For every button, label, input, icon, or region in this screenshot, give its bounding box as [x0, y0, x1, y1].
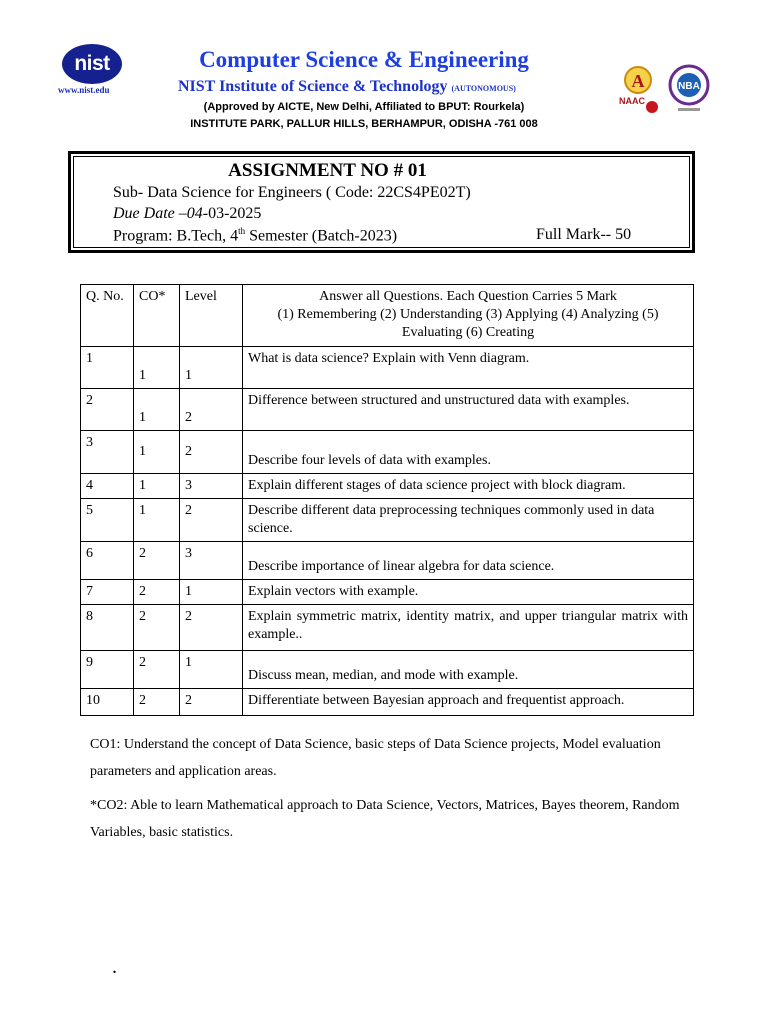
website-link[interactable]: www.nist.edu [58, 85, 110, 95]
row-co: 2 [134, 651, 180, 689]
due-label: Due Date – [113, 205, 187, 222]
row-level: 2 [180, 605, 243, 651]
table-header-row [81, 285, 694, 347]
header-co: CO* [134, 285, 180, 347]
naac-grade: A [631, 71, 645, 91]
row-question: Explain symmetric matrix, identity matrix, and upper triangular matrix with example.. [243, 605, 694, 651]
row-co: 1 [134, 347, 180, 389]
row-question: Describe importance of linear algebra for data science. [243, 542, 694, 580]
program-line [113, 226, 397, 245]
row-co: 1 [134, 431, 180, 474]
row-level: 3 [180, 542, 243, 580]
co1-note: CO1: Understand the concept of Data Science, basic steps of Data Science projects, Model evaluation parameters and application areas. [90, 737, 661, 779]
row-question: Explain different stages of data science project with block diagram. [243, 474, 694, 499]
row-no: 5 [81, 499, 134, 542]
autonomous-tag: (AUTONOMOUS) [451, 84, 516, 93]
approval-line: (Approved by AICTE, New Delhi, Affiliated to BPUT: Rourkela) [203, 101, 525, 113]
nba-logo [666, 64, 712, 116]
due-rest: -03-2025 [202, 205, 262, 222]
naac-logo [616, 64, 664, 116]
row-question: Describe different data preprocessing techniques commonly used in data science. [243, 499, 694, 542]
row-no: 10 [81, 689, 134, 716]
row-question: Describe four levels of data with examples. [243, 431, 694, 474]
row-level: 1 [180, 651, 243, 689]
due-day: 04 [186, 205, 203, 222]
assignment-title: ASSIGNMENT NO # 01 [228, 160, 427, 181]
row-level: 2 [180, 689, 243, 716]
institute-name-text: NIST Institute of Science & Technology [178, 78, 448, 95]
row-level: 1 [180, 580, 243, 605]
nba-label: NBA [678, 81, 700, 92]
instruction-line-2: (1) Remembering (2) Understanding (3) Applying (4) Analyzing (5) Evaluating (6) Creating [277, 307, 659, 340]
row-no: 9 [81, 651, 134, 689]
full-mark: Full Mark-- 50 [536, 226, 632, 243]
subject-line: Sub- Data Science for Engineers ( Code: 22CS4PE02T) [113, 184, 471, 201]
department-title: Computer Science & Engineering [199, 47, 529, 72]
table-row [81, 347, 694, 389]
row-co: 1 [134, 499, 180, 542]
program-prefix: Program: B.Tech, 4 [113, 227, 239, 245]
program-suffix: Semester (Batch-2023) [245, 227, 398, 245]
table-row [81, 651, 694, 689]
row-co: 2 [134, 542, 180, 580]
due-date-line [113, 205, 261, 223]
row-no: 6 [81, 542, 134, 580]
header-qno: Q. No. [81, 285, 134, 347]
instruction-line-1: Answer all Questions. Each Question Carries 5 Mark [319, 289, 617, 304]
row-level: 2 [180, 499, 243, 542]
table-row [81, 542, 694, 580]
table-row [81, 389, 694, 431]
header-instructions [243, 285, 694, 347]
table-row [81, 689, 694, 716]
row-co: 2 [134, 580, 180, 605]
row-level: 2 [180, 389, 243, 431]
naac-label: NAAC [619, 96, 645, 106]
address-line: INSTITUTE PARK, PALLUR HILLS, BERHAMPUR, ODISHA -761 008 [190, 118, 538, 130]
row-question: Differentiate between Bayesian approach and frequentist approach. [243, 689, 694, 716]
row-no: 8 [81, 605, 134, 651]
table-row [81, 499, 694, 542]
table-row [81, 431, 694, 474]
trailing-mark: . [112, 956, 117, 978]
table-row [81, 605, 694, 651]
row-question: Discuss mean, median, and mode with example. [243, 651, 694, 689]
row-co: 2 [134, 689, 180, 716]
row-no: 4 [81, 474, 134, 499]
row-no: 7 [81, 580, 134, 605]
row-co: 2 [134, 605, 180, 651]
institute-name [178, 78, 516, 96]
row-level: 2 [180, 431, 243, 474]
row-question: Difference between structured and unstructured data with examples. [243, 389, 694, 431]
co2-note: *CO2: Able to learn Mathematical approach to Data Science, Vectors, Matrices, Bayes theorem, Random Variables, basic statistics. [90, 798, 680, 840]
header-level: Level [180, 285, 243, 347]
row-level: 3 [180, 474, 243, 499]
row-co: 1 [134, 474, 180, 499]
program-sup: th [238, 226, 246, 236]
table-row [81, 580, 694, 605]
row-question: Explain vectors with example. [243, 580, 694, 605]
row-no: 1 [81, 347, 134, 389]
row-level: 1 [180, 347, 243, 389]
row-co: 1 [134, 389, 180, 431]
table-row [81, 474, 694, 499]
questions-table [80, 284, 694, 716]
row-question: What is data science? Explain with Venn diagram. [243, 347, 694, 389]
nist-logo: nist [62, 44, 122, 84]
row-no: 2 [81, 389, 134, 431]
row-no: 3 [81, 431, 134, 474]
